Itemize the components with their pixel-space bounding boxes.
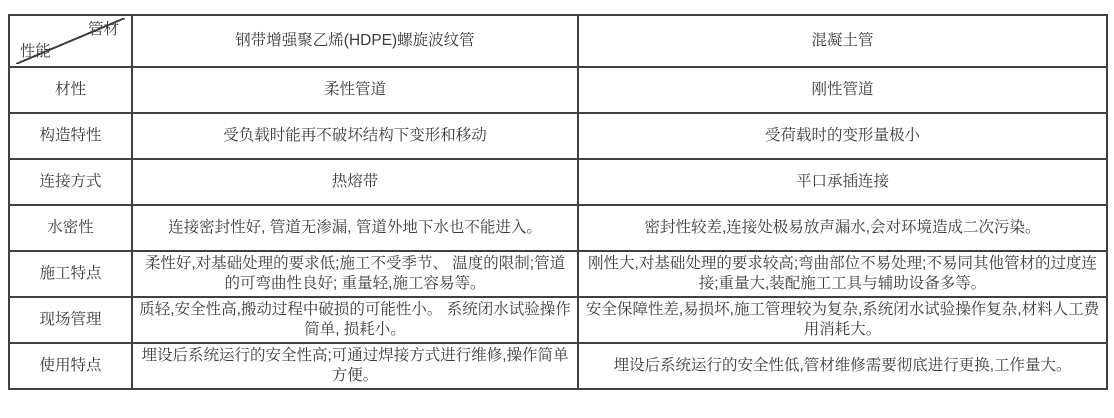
- row-label: 现场管理: [9, 297, 132, 343]
- cell-concrete: 安全保障性差,易损坏,施工管理较为复杂,系统闭水试验操作复杂,材料人工费用消耗大。: [578, 297, 1107, 343]
- table-row-material: [9, 67, 1107, 113]
- cell-hdpe: 热熔带: [132, 159, 578, 205]
- table-row-construction: [9, 251, 1107, 297]
- cell-hdpe: 埋设后系统运行的安全性高;可通过焊接方式进行维修,操作简单方便。: [132, 343, 578, 389]
- cell-concrete: 刚性管道: [578, 67, 1107, 113]
- diagonal-divider: [16, 18, 125, 64]
- cell-hdpe: 质轻,安全性高,搬动过程中破损的可能性小。 系统闭水试验操作简单, 损耗小。: [132, 297, 578, 343]
- table-row-connection: [9, 159, 1107, 205]
- corner-cell: [9, 15, 132, 67]
- row-label: 施工特点: [9, 251, 132, 297]
- column-header-concrete: 混凝土管: [578, 15, 1107, 67]
- row-label: 构造特性: [9, 113, 132, 159]
- row-label: 连接方式: [9, 159, 132, 205]
- cell-concrete: 平口承插连接: [578, 159, 1107, 205]
- cell-concrete: 受荷载时的变形量极小: [578, 113, 1107, 159]
- column-header-hdpe: 钢带增强聚乙烯(HDPE)螺旋波纹管: [132, 15, 578, 67]
- table-row-watertightness: [9, 205, 1107, 251]
- cell-hdpe: 受负载时能再不破坏结构下变形和移动: [132, 113, 578, 159]
- row-label: 水密性: [9, 205, 132, 251]
- cell-hdpe: 柔性管道: [132, 67, 578, 113]
- cell-hdpe: 连接密封性好, 管道无渗漏, 管道外地下水也不能进入。: [132, 205, 578, 251]
- row-label: 使用特点: [9, 343, 132, 389]
- table-row-site-management: [9, 297, 1107, 343]
- cell-concrete: 密封性较差,连接处极易放声漏水,会对环境造成二次污染。: [578, 205, 1107, 251]
- cell-concrete: 刚性大,对基础处理的要求较高;弯曲部位不易处理;不易同其他管材的过度连接;重量大,装配施工工具与辅助设备多等。: [578, 251, 1107, 297]
- header-row: [9, 15, 1107, 67]
- cell-hdpe: 柔性好,对基础处理的要求低;施工不受季节、 温度的限制;管道的可弯曲性良好; 重量轻,施工容易等。: [132, 251, 578, 297]
- table-row-structure: [9, 113, 1107, 159]
- pipe-comparison-table: [8, 14, 1108, 390]
- cell-concrete: 埋设后系统运行的安全性低,管材维修需要彻底进行更换,工作量大。: [578, 343, 1107, 389]
- row-label: 材性: [9, 67, 132, 113]
- corner-label-pipe-material: 管材: [87, 21, 119, 38]
- table-row-usage: [9, 343, 1107, 389]
- corner-label-performance: 性能: [20, 43, 52, 60]
